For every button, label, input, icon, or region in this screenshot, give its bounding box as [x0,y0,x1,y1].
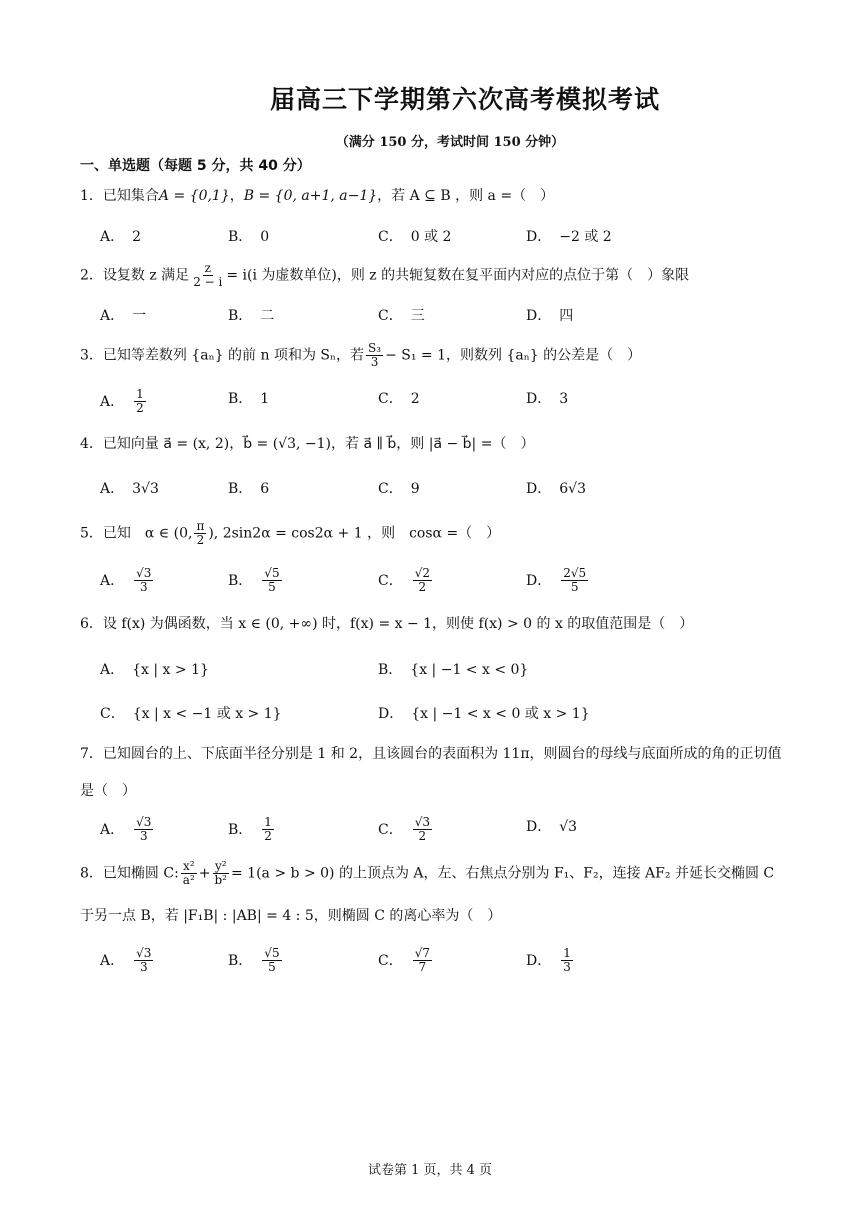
option-c: C． 三 [378,308,425,324]
question-5-options [100,567,800,599]
fraction: $\frac{z}{2 - i}$ [193,261,223,289]
option-a: A． 2 [100,229,142,245]
option-c: C． $\frac{√7}{7}$ [378,946,430,974]
fraction: $\frac{√5}{5}$ [264,566,280,594]
question-3-stem: 3．已知等差数列 {aₙ} 的前 n 项和为 Sₙ，若 $\frac{\text{S₃}}{3}$ − S₁ = 1，则数列 {aₙ} 的公差是（ ） [80,341,642,369]
option-a: A． $\frac{√3}{3}$ [100,946,152,974]
option-d: D． $\frac{1}{3}$ [526,946,571,974]
option-c: C． 9 [378,481,420,497]
question-2-options [100,305,800,337]
fraction: $\frac{√5}{5}$ [264,946,280,974]
option-c: C． $\frac{√2}{2}$ [378,566,430,594]
fraction: $\frac{1}{2}$ [136,387,144,415]
option-b: B． {x | −1 < x < 0} [378,662,529,678]
page-footer: 试卷第 1 页，共 4 页 [367,1163,493,1178]
question-6-stem: 6．设 f(x) 为偶函数，当 x ∈ (0, +∞) 时，f(x) = x − 1，则使 f(x) > 0 的 x 的取值范围是（ ） [80,616,694,632]
option-d: D． 6√3 [526,481,586,497]
question-1-stem: 1．已知集合A = {0,1}，B = {0, a+1, a−1}，若 A ⊆ B ，则 a =（ ） [80,188,555,204]
fraction: $\frac{√3}{3}$ [136,815,152,843]
fraction: $\frac{1}{2}$ [264,815,272,843]
question-4-stem: 4．已知向量 a⃗ = (x, 2)，b⃗ = (√3, −1)，若 a⃗ ∥ b⃗，则 |a⃗ − b⃗| =（ ） [80,436,535,452]
fraction: $\frac{√3}{2}$ [414,815,430,843]
option-a: A． $\frac{√3}{3}$ [100,566,152,594]
option-d: D． √3 [526,819,578,835]
option-c: C． 0 或 2 [378,229,452,245]
fraction: $\frac{\text{x²}}{\text{a²}}$ [182,859,195,887]
option-a: A． $\frac{√3}{3}$ [100,815,152,843]
question-8-stem: 8．已知椭圆 C: $\frac{\text{x²}}{\text{a²}}$ + $\frac{\text{y²}}{\text{b²}}$ = 1(a > b > 0) 的上顶点为 A，左、右焦点分别为 F₁、F₂，连接 AF₂ 并延长交椭圆 C [80,859,775,887]
option-d: D． 3 [526,391,569,407]
fraction: $\frac{√3}{3}$ [136,566,152,594]
option-b: B． $\frac{√5}{5}$ [228,946,280,974]
fraction: $\frac{2√5}{5}$ [563,566,587,594]
option-a: A． 3√3 [100,481,159,497]
question-8-stem-line2: 于另一点 B，若 |F₁B| : |AB| = 4 : 5，则椭圆 C 的离心率为（ ） [80,908,502,924]
question-1-options [100,226,800,258]
question-6-options-row1 [100,659,800,691]
question-6-options-row2 [100,703,800,735]
option-c: C． 2 [378,391,420,407]
fraction: $\frac{\pi}{2}$ [196,519,205,547]
fraction: $\frac{√7}{7}$ [414,946,430,974]
option-a: A． {x | x > 1} [100,662,209,678]
section-heading: 一、单选题（每题 5 分，共 40 分） [80,158,311,174]
option-c: C． {x | x < −1 或 x > 1} [100,706,282,722]
question-7-options [100,816,800,848]
option-b: B． $\frac{√5}{5}$ [228,566,280,594]
question-4-options [100,478,800,510]
question-2-stem: 2．设复数 z 满足 $\frac{z}{2 - i}$ = i(i 为虚数单位)，则 z 的共轭复数在复平面内对应的点位于第（ ）象限 [80,261,690,289]
fraction: $\frac{√2}{2}$ [414,566,430,594]
question-3-options [100,388,800,420]
exam-title: 届高三下学期第六次高考模拟考试 [270,85,661,114]
fraction: $\frac{\text{S₃}}{3}$ [368,341,382,369]
fraction: $\frac{1}{3}$ [563,946,571,974]
fraction: $\frac{\text{y²}}{\text{b²}}$ [214,859,227,887]
option-d: D． $\frac{2√5}{5}$ [526,566,587,594]
option-b: B． 二 [228,308,275,324]
option-b: B． 6 [228,481,270,497]
option-b: B． 0 [228,229,270,245]
option-d: D． −2 或 2 [526,229,612,245]
option-a: A． 一 [100,308,147,324]
option-d: D． {x | −1 < x < 0 或 x > 1} [378,706,590,722]
option-b: B． $\frac{1}{2}$ [228,815,272,843]
exam-subtitle: （满分 150 分，考试时间 150 分钟） [335,135,565,150]
option-d: D． 四 [526,308,574,324]
question-8-options [100,947,800,979]
fraction: $\frac{√3}{3}$ [136,946,152,974]
question-7-stem: 7．已知圆台的上、下底面半径分别是 1 和 2，且该圆台的表面积为 11π，则圆台的母线与底面所成的角的正切值是（ ） [80,746,782,799]
option-c: C． $\frac{√3}{2}$ [378,815,430,843]
option-a: A． $\frac{1}{2}$ [100,387,144,415]
question-5-stem: 5．已知 α ∈ (0, $\frac{\pi}{2}$ ), 2sin2α = cos2α + 1 ，则 cosα =（ ） [80,519,501,547]
option-b: B． 1 [228,391,270,407]
